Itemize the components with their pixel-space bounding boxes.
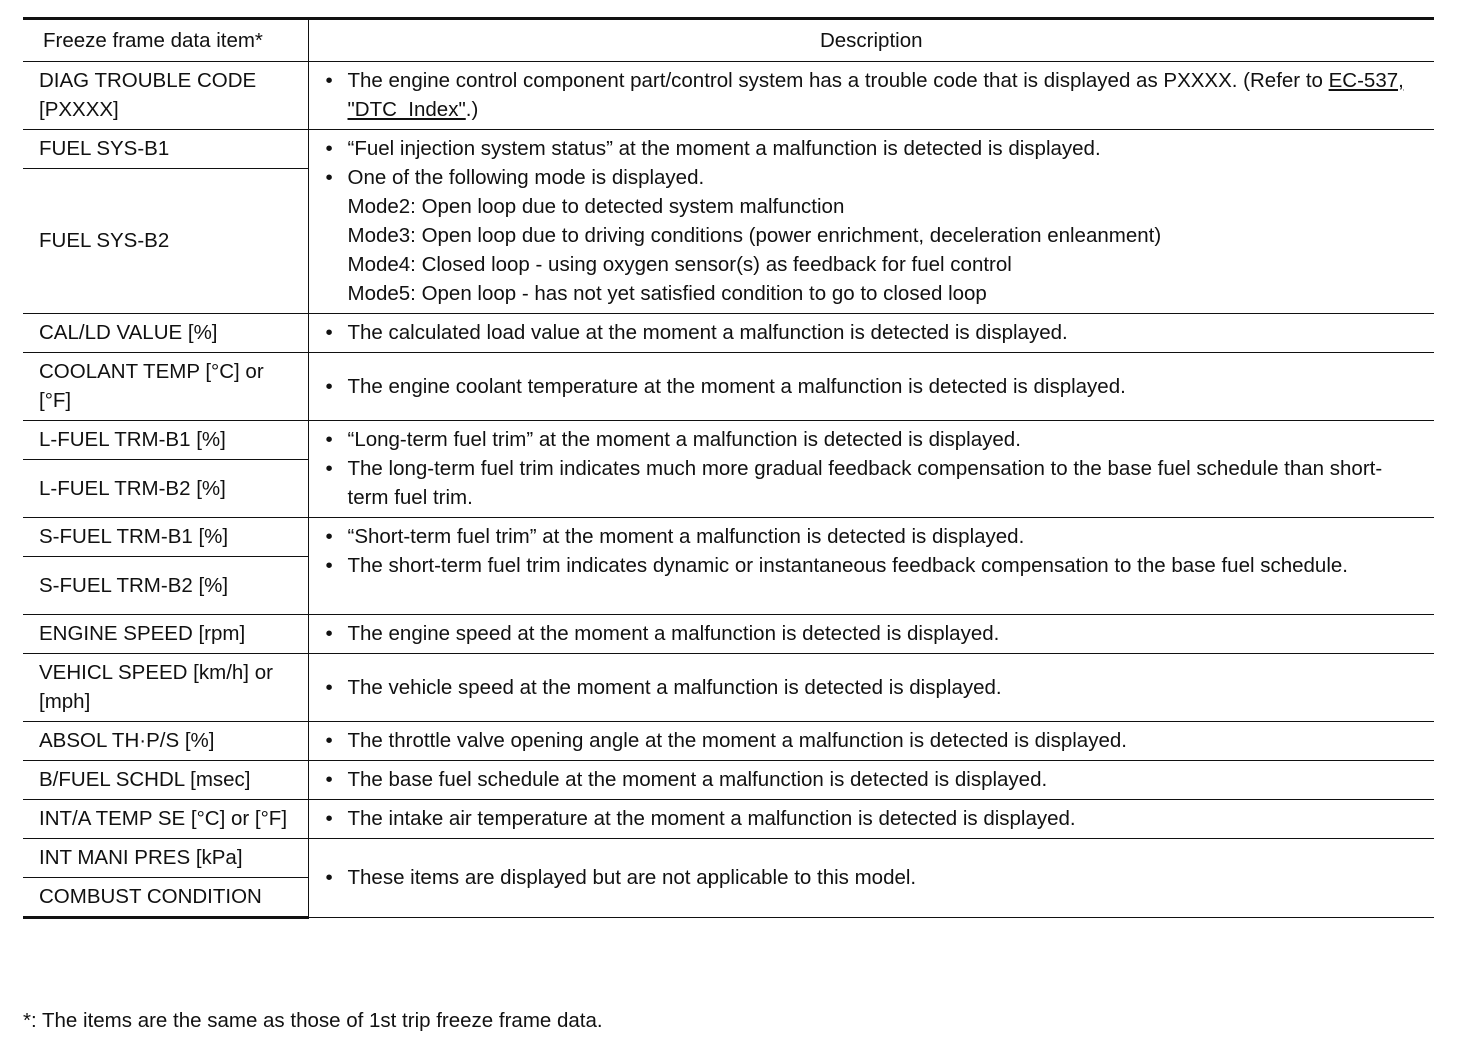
desc-l-fuel-trm [308,421,1434,518]
item-b-fuel-schdl: B/FUEL SCHDL [msec] [23,761,308,800]
desc-not-applicable [308,839,1434,918]
bullet-item: • The throttle valve opening angle at the moment a malfunction is detected is displayed. [323,726,1421,755]
mode-line: Mode2: Open loop due to detected system malfunction [347,195,845,218]
bullet-list [323,619,1421,648]
bullet-item: • “Short-term fuel trim” at the moment a malfunction is detected is displayed. [323,522,1421,551]
item-fuel-sys-b2: FUEL SYS-B2 [23,169,308,314]
desc-diag-trouble-code [308,62,1434,130]
bullet-list [323,372,1421,401]
bullet-item: • “Fuel injection system status” at the moment a malfunction is detected is displayed. [323,134,1421,163]
item-l-fuel-trm-b2: L-FUEL TRM-B2 [%] [23,460,308,518]
bullet-item: • The short-term fuel trim indicates dynamic or instantaneous feedback compensation to the base fuel schedule. [323,551,1421,580]
footnote: *: The items are the same as those of 1st trip freeze frame data. [23,1009,603,1032]
bullet-list [323,318,1421,347]
table-row [23,761,1434,800]
item-engine-speed: ENGINE SPEED [rpm] [23,615,308,654]
bullet-item: • The long-term fuel trim indicates much more gradual feedback compensation to the base fuel schedule than short-term fuel trim. [323,454,1421,512]
bullet-item: • The engine speed at the moment a malfunction is detected is displayed. [323,619,1421,648]
bullet-item: • The intake air temperature at the moment a malfunction is detected is displayed. [323,804,1421,833]
bullet-item: • “Long-term fuel trim” at the moment a malfunction is detected is displayed. [323,425,1421,454]
desc-int-a-temp-se [308,800,1434,839]
desc-cal-ld-value [308,314,1434,353]
table-row [23,800,1434,839]
bullet-list [323,765,1421,794]
header-description: Description [308,19,1434,62]
bullet-list [323,863,1421,892]
desc-absol-th-ps [308,722,1434,761]
mode-intro: • One of the following mode is displayed. [347,166,705,189]
bullet-list [323,673,1421,702]
mode-line: Mode5: Open loop - has not yet satisfied condition to go to closed loop [347,282,987,305]
bullet-item: • The calculated load value at the moment a malfunction is detected is displayed. [323,318,1421,347]
bullet-item: • These items are displayed but are not applicable to this model. [323,863,1421,892]
item-int-a-temp-se: INT/A TEMP SE [°C] or [°F] [23,800,308,839]
freeze-frame-data-table [23,17,1434,919]
table-row [23,654,1434,722]
desc-vehicle-speed [308,654,1434,722]
item-s-fuel-trm-b2: S-FUEL TRM-B2 [%] [23,557,308,615]
table-row [23,130,1434,169]
item-vehicle-speed: VEHICL SPEED [km/h] or [mph] [23,654,308,722]
table-row [23,615,1434,654]
table-row [23,518,1434,557]
table-row [23,314,1434,353]
table-row [23,421,1434,460]
header-item: Freeze frame data item* [23,19,308,62]
table-header-row [23,19,1434,62]
desc-text-end: .) [465,98,479,121]
bullet-list [323,425,1421,512]
table-row [23,62,1434,130]
mode-line: Mode4: Closed loop - using oxygen sensor(s) as feedback for fuel control [347,253,1012,276]
desc-coolant-temp [308,353,1434,421]
item-int-mani-pres: INT MANI PRES [kPa] [23,839,308,878]
item-cal-ld-value: CAL/LD VALUE [%] [23,314,308,353]
item-coolant-temp: COOLANT TEMP [°C] or [°F] [23,353,308,421]
item-fuel-sys-b1: FUEL SYS-B1 [23,130,308,169]
dtc-index-link[interactable]: EC-537, "DTC_Index" [347,69,1404,121]
bullet-item: • The engine coolant temperature at the moment a malfunction is detected is displayed. [323,372,1421,401]
bullet-list [323,804,1421,833]
bullet-list [323,726,1421,755]
item-l-fuel-trm-b1: L-FUEL TRM-B1 [%] [23,421,308,460]
desc-b-fuel-schdl [308,761,1434,800]
bullet-list [323,522,1421,580]
item-combust-condition: COMBUST CONDITION [23,878,308,918]
bullet-list [323,66,1421,124]
item-s-fuel-trm-b1: S-FUEL TRM-B1 [%] [23,518,308,557]
bullet-item [323,66,1421,124]
desc-engine-speed [308,615,1434,654]
desc-s-fuel-trm [308,518,1434,615]
bullet-item [323,163,1421,308]
bullet-item: • The base fuel schedule at the moment a malfunction is detected is displayed. [323,765,1421,794]
table-row [23,353,1434,421]
item-diag-trouble-code: DIAG TROUBLE CODE [PXXXX] [23,62,308,130]
desc-text: The engine control component part/control system has a trouble code that is displayed as PXXXX. (Refer to [347,69,1329,92]
item-absol-th-ps: ABSOL TH·P/S [%] [23,722,308,761]
desc-fuel-sys [308,130,1434,314]
mode-line: Mode3: Open loop due to driving conditions (power enrichment, deceleration enleanment) [347,224,1162,247]
table-row [23,839,1434,878]
bullet-item: • The vehicle speed at the moment a malfunction is detected is displayed. [323,673,1421,702]
bullet-list [323,134,1421,308]
table-row [23,722,1434,761]
